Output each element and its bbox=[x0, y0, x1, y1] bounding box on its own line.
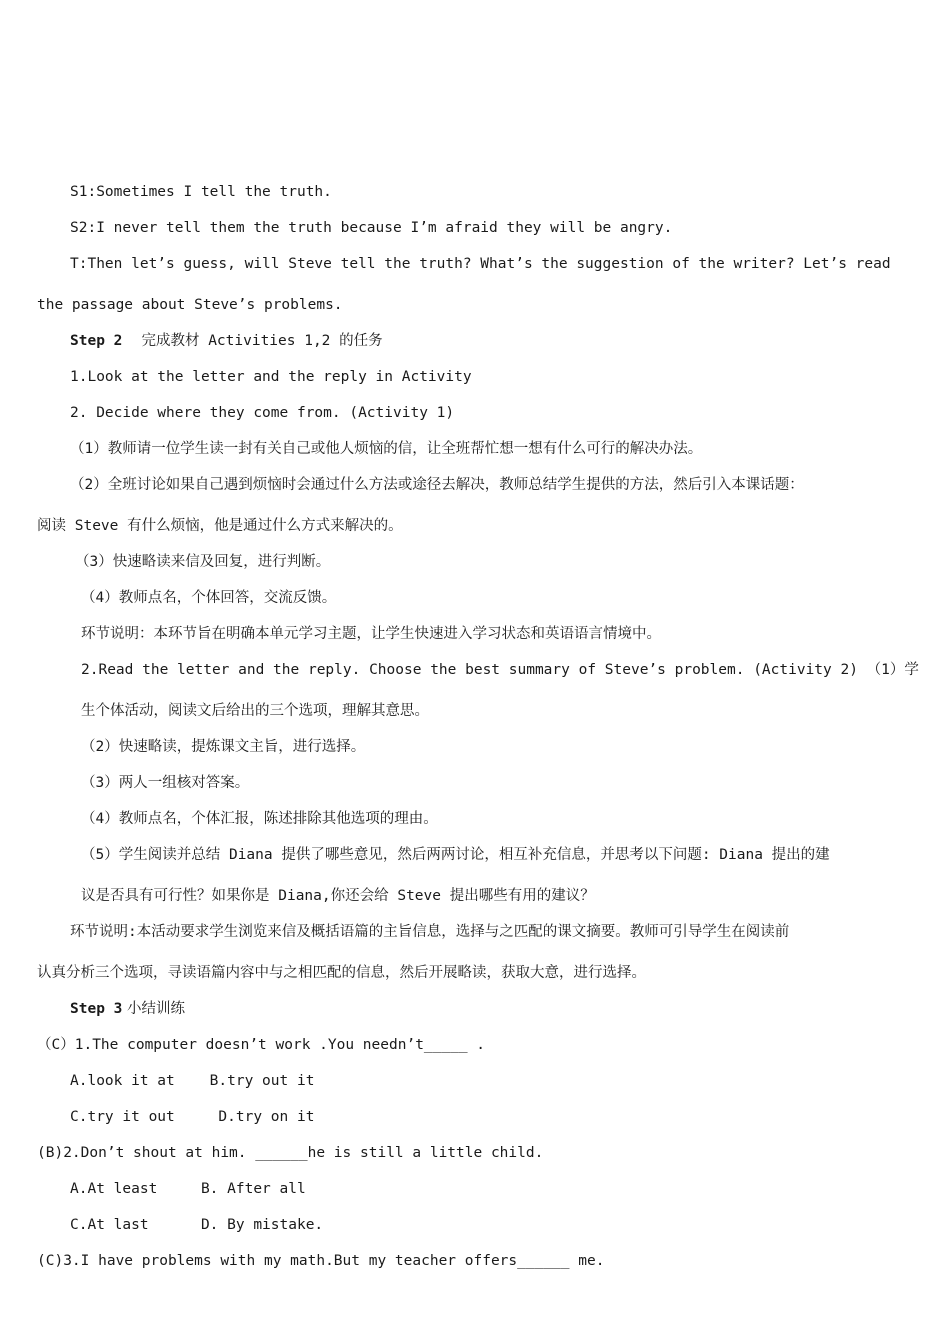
section-note: 认真分析三个选项，寻读语篇内容中与之相匹配的信息，然后开展略读，获取大意，进行选择。 bbox=[37, 965, 646, 981]
paragraph-line: 议是否具有可行性？如果你是 Diana,你还会给 Steve 提出哪些有用的建议？ bbox=[81, 888, 595, 904]
dialogue-line-s2: S2:I never tell them the truth because I’m afraid they will be angry. bbox=[70, 220, 673, 236]
section-note: 环节说明:本活动要求学生浏览来信及概括语篇的主旨信息，选择与之匹配的课文摘要。教师可引导学生在阅读前 bbox=[70, 924, 790, 940]
exercise-options: C.try it out D.try on it bbox=[70, 1109, 315, 1125]
activity-line: 1.Look at the letter and the reply in Activity bbox=[70, 369, 472, 385]
paragraph-line: （3）快速略读来信及回复，进行判断。 bbox=[75, 554, 331, 570]
dialogue-line-teacher-cont: the passage about Steve’s problems. bbox=[37, 297, 343, 313]
paragraph-line: （3）两人一组核对答案。 bbox=[81, 775, 250, 791]
exercise-question: (C)3.I have problems with my math.But my teacher offers______ me. bbox=[37, 1253, 605, 1269]
exercise-question: （C）1.The computer doesn’t work .You needn’t_____ . bbox=[37, 1037, 486, 1053]
paragraph-line: （2）全班讨论如果自己遇到烦恼时会通过什么方法或途径去解决，教师总结学生提供的方法，然后引入本课话题： bbox=[70, 477, 804, 493]
section-note: 环节说明：本环节旨在明确本单元学习主题，让学生快速进入学习状态和英语语言情境中。 bbox=[81, 626, 661, 642]
exercise-options: A.look it at B.try out it bbox=[70, 1073, 315, 1089]
exercise-options: C.At last D. By mistake. bbox=[70, 1217, 324, 1233]
paragraph-line: 生个体活动，阅读文后给出的三个选项，理解其意思。 bbox=[81, 703, 429, 719]
exercise-question: (B)2.Don’t shout at him. ______he is still a little child. bbox=[37, 1145, 544, 1161]
step-2-heading: Step 2 bbox=[70, 333, 123, 349]
paragraph-line: （4）教师点名，个体汇报，陈述排除其他选项的理由。 bbox=[81, 811, 438, 827]
paragraph-line: （1）教师请一位学生读一封有关自己或他人烦恼的信，让全班帮忙想一想有什么可行的解决办法。 bbox=[70, 441, 703, 457]
activity-line: 2.Read the letter and the reply. Choose the best summary of Steve’s problem. (Activity 2) （1）学 bbox=[81, 662, 919, 678]
paragraph-line: 阅读 Steve 有什么烦恼，他是通过什么方式来解决的。 bbox=[37, 518, 403, 534]
step-3-heading: Step 3 bbox=[70, 1001, 123, 1017]
step-2-title: 完成教材 Activities 1,2 的任务 bbox=[124, 333, 383, 349]
step-3-title: 小结训练 bbox=[127, 1001, 185, 1017]
exercise-options: A.At least B. After all bbox=[70, 1181, 306, 1197]
paragraph-line: （2）快速略读，提炼课文主旨，进行选择。 bbox=[81, 739, 366, 755]
paragraph-line: （4）教师点名，个体回答，交流反馈。 bbox=[81, 590, 337, 606]
paragraph-line: （5）学生阅读并总结 Diana 提供了哪些意见，然后两两讨论，相互补充信息，并思考以下问题: Diana 提出的建 bbox=[81, 847, 830, 863]
dialogue-line-s1: S1:Sometimes I tell the truth. bbox=[70, 184, 332, 200]
dialogue-line-teacher: T:Then let’s guess, will Steve tell the truth? What’s the suggestion of the writer? Let’s read bbox=[70, 256, 891, 272]
activity-line: 2. Decide where they come from. (Activity 1) bbox=[70, 405, 455, 421]
